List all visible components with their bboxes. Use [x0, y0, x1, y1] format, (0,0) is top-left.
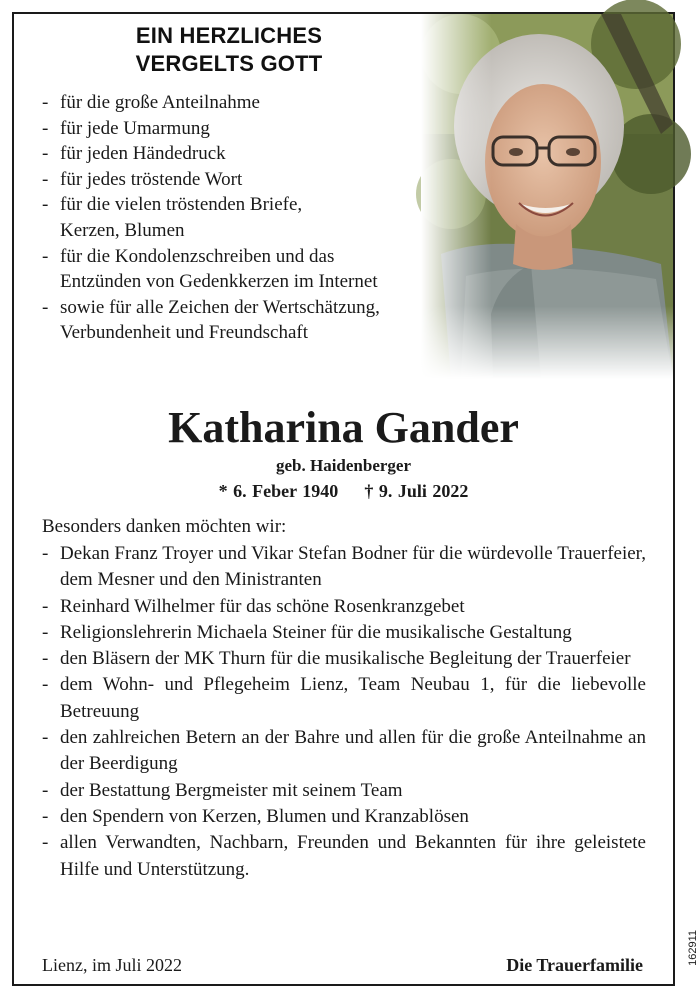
family-signature: Die Trauerfamilie [506, 955, 643, 975]
special-thanks-item: - Dekan Franz Troyer und Vikar Stefan Bodner für die würdevolle Trauerfeier, dem Mesner und den Ministranten [42, 541, 646, 594]
deceased-name: Katharina Gander [168, 403, 519, 452]
thanks-list-item: - für jedes tröstende Wort [42, 167, 402, 193]
special-thanks-list [42, 541, 646, 883]
special-thanks-item: - Religionslehrerin Michaela Steiner für die musikalische Gestaltung [42, 620, 646, 646]
death-date: † 9. Juli 2022 [364, 481, 469, 501]
special-thanks-item: - den Spendern von Kerzen, Blumen und Kranzablösen [42, 804, 646, 830]
thanks-list-item: - für die Kondolenzschreiben und das Entzünden von Gedenkkerzen im Internet [42, 244, 402, 295]
ad-number: 162911 [687, 930, 699, 966]
maiden-name: geb. Haidenberger [275, 456, 412, 475]
thanks-list [42, 90, 402, 346]
obituary-notice [12, 12, 675, 986]
thanks-list-item: - für die vielen tröstenden Briefe, Kerzen, Blumen [42, 192, 360, 243]
birth-date: * 6. Feber 1940 [218, 481, 339, 501]
special-thanks-item: - dem Wohn- und Pflegeheim Lienz, Team Neubau 1, für die liebevolle Betreuung [42, 672, 646, 725]
portrait-photo [421, 14, 673, 379]
thanks-list-item: - für jede Umarmung [42, 116, 402, 142]
special-thanks-item: - Reinhard Wilhelmer für das schöne Rosenkranzgebet [42, 594, 646, 620]
thanks-heading-line-2: VERGELTS GOTT [135, 51, 323, 76]
special-thanks-item: - den Bläsern der MK Thurn für die musikalische Begleitung der Trauerfeier [42, 646, 646, 672]
thanks-heading-line-1: EIN HERZLICHES [135, 23, 323, 48]
special-thanks-intro: Besonders danken möchten wir: [42, 516, 287, 537]
special-thanks-item: - den zahlreichen Betern an der Bahre und allen für die große Anteilnahme an der Beerdigung [42, 725, 646, 778]
thanks-list-item: - für jeden Händedruck [42, 141, 402, 167]
thanks-list-item: - für die große Anteilnahme [42, 90, 402, 116]
life-dates [14, 479, 673, 503]
special-thanks-item: - der Bestattung Bergmeister mit seinem Team [42, 778, 646, 804]
place-date: Lienz, im Juli 2022 [42, 955, 182, 975]
thanks-list-item: - sowie für alle Zeichen der Wertschätzung, Verbundenheit und Freundschaft [42, 295, 380, 346]
thanks-heading [109, 22, 349, 78]
special-thanks-item: - allen Verwandten, Nachbarn, Freunden und Bekannten für ihre geleistete Hilfe und Unterstützung. [42, 830, 646, 883]
